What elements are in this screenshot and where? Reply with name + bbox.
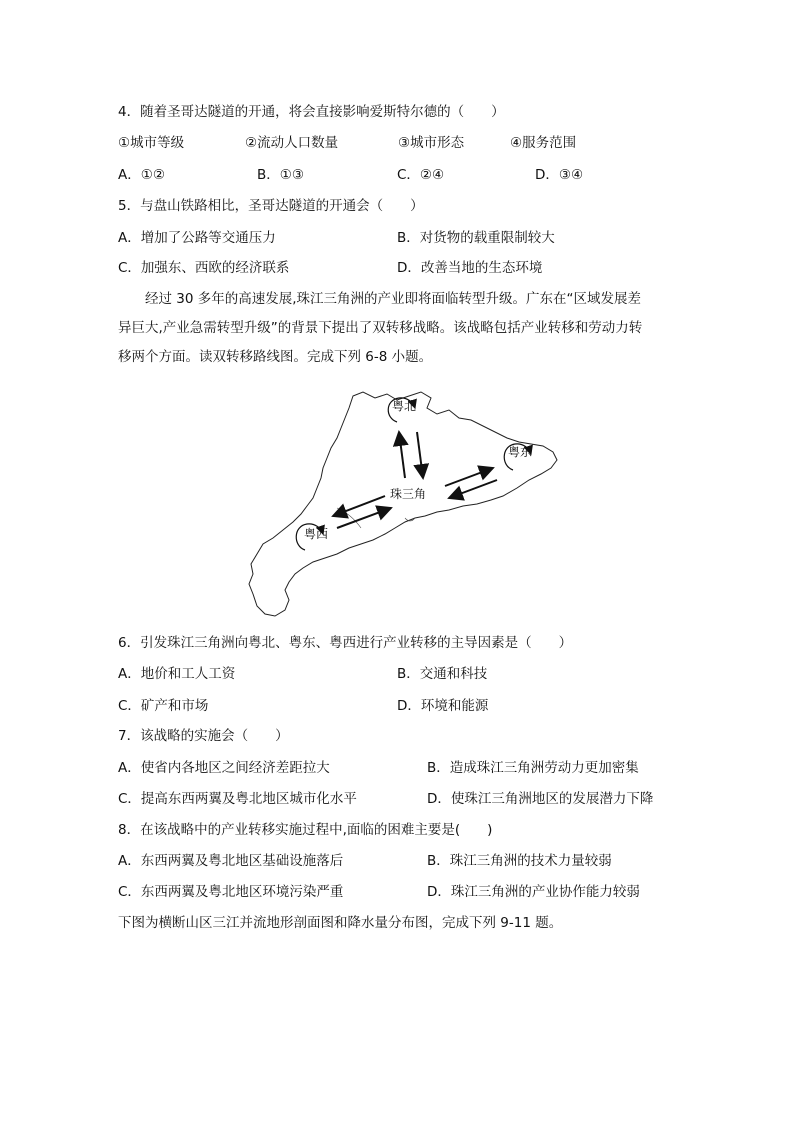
q6-option-b: B．交通和科技 [397, 666, 488, 682]
q7-option-b: B．造成珠江三角洲劳动力更加密集 [427, 760, 639, 776]
passage-9-11-intro: 下图为横断山区三江并流地形剖面图和降水量分布图，完成下列 9-11 题。 [118, 915, 563, 931]
guangdong-transfer-map [245, 388, 560, 620]
q6-option-d: D．环境和能源 [397, 698, 489, 714]
q4-item-4: ④服务范围 [510, 135, 577, 151]
q8-option-b: B．珠江三角洲的技术力量较弱 [427, 853, 612, 869]
question-6-stem: 6．引发珠江三角洲向粤北、粤东、粤西进行产业转移的主导因素是（ ） [118, 635, 573, 651]
question-5-stem: 5．与盘山铁路相比，圣哥达隧道的开通会（ ） [118, 198, 424, 214]
q4-item-2: ②流动人口数量 [245, 135, 339, 151]
passage-line-2: 异巨大,产业急需转型升级”的背景下提出了双转移战略。该战略包括产业转移和劳动力转 [118, 320, 643, 336]
q4-option-b: B．①③ [257, 167, 304, 183]
q8-option-c: C．东西两翼及粤北地区环境污染严重 [118, 884, 344, 900]
q6-option-c: C．矿产和市场 [118, 698, 209, 714]
q7-option-a: A．使省内各地区之间经济差距拉大 [118, 760, 330, 776]
passage-intro [118, 285, 678, 372]
label-east: 粤东 [508, 445, 533, 459]
q5-option-d: D．改善当地的生态环境 [397, 260, 543, 276]
arrow-center-to-north [399, 432, 405, 478]
q4-option-d: D．③④ [535, 167, 584, 183]
q8-option-d: D．珠江三角洲的产业协作能力较弱 [427, 884, 640, 900]
q5-option-a: A．增加了公路等交通压力 [118, 230, 276, 246]
q4-option-c: C．②④ [397, 167, 445, 183]
label-north: 粤北 [392, 399, 417, 413]
q4-item-3: ③城市形态 [398, 135, 465, 151]
q4-option-a: A．①② [118, 167, 165, 183]
question-7-stem: 7．该战略的实施会（ ） [118, 728, 289, 744]
q7-option-d: D．使珠江三角洲地区的发展潜力下降 [427, 791, 654, 807]
q8-option-a: A．东西两翼及粤北地区基础设施落后 [118, 853, 344, 869]
passage-line-1: 经过 30 多年的高速发展,珠江三角洲的产业即将面临转型升级。广东在“区域发展差 [118, 291, 642, 307]
label-west: 粤西 [304, 527, 329, 541]
q6-option-a: A．地价和工人工资 [118, 666, 236, 682]
arrow-north-to-center [417, 432, 423, 478]
label-center: 珠三角 [390, 487, 427, 501]
passage-line-3: 移两个方面。读双转移路线图。完成下列 6-8 小题。 [118, 349, 433, 365]
q5-option-c: C．加强东、西欧的经济联系 [118, 260, 290, 276]
question-8-stem: 8．在该战略中的产业转移实施过程中,面临的困难主要是( ) [118, 822, 493, 838]
q7-option-c: C．提高东西两翼及粤北地区城市化水平 [118, 791, 357, 807]
guangdong-outline [249, 392, 557, 616]
q5-option-b: B．对货物的载重限制较大 [397, 230, 555, 246]
q4-item-1: ①城市等级 [118, 135, 185, 151]
question-4-stem: 4．随着圣哥达隧道的开通，将会直接影响爱斯特尔德的（ ） [118, 104, 505, 120]
